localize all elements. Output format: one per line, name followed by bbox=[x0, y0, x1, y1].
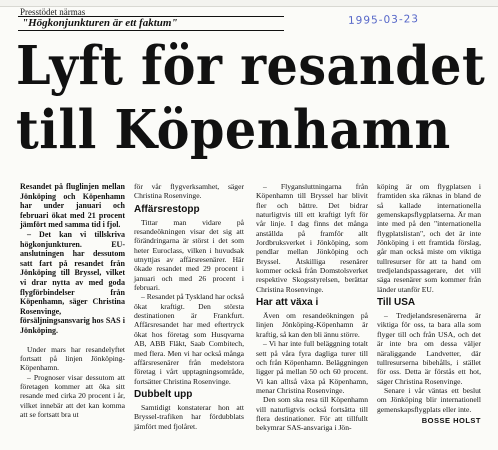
subheading-affarsrestopp: Affärsrestopp bbox=[134, 203, 200, 215]
body-paragraph: Den som ska resa till Köpenhamn vill naturligtvis också fortsätta till flera destinationer. För att tillfullt bekymrar SAS-ansvariga i Jön- bbox=[256, 395, 368, 433]
article-column-2 bbox=[134, 182, 244, 431]
headline-line-2: till Köpenhamn bbox=[16, 99, 451, 161]
body-paragraph: – Vi har inte full beläggning totalt sett på våra fyra dagliga turer till och från Köpenhamn. Beläggningen ligger på mellan 50 och 60 procent. Vi kan alltså växa på Köpenhamn, menar Christina Rosenvinge. bbox=[256, 339, 368, 395]
body-paragraph: Även om resandeökningen på linjen Jönköping-Köpenhamn är kraftig, så kan den bli ännu större. bbox=[256, 311, 368, 339]
headline-line-1: Lyft för resandet bbox=[16, 35, 486, 97]
date-stamp: 1995-03-23 bbox=[347, 13, 420, 27]
body-paragraph: Tittar man vidare på resandeökningen visar det sig att förändringarna är störst i det som heter Euroclass, vilken i huvudsak utnyttjas av affärsresenärer. Här ökade resandet med 29 procent i januari och med 26 procent i februari. bbox=[134, 217, 244, 293]
body-paragraph: köping är om flygplatsen i framtiden ska räknas in bland de så kallade internationella gemenskapsflygplatserna. Är man inte med på den "internationella flygplatslistan", och det är inte Jönköping i ett framtida förslag, går man också miste om viktiga tullresurser för att ta hand om tredjelandspassagerare, det vill säga resenärer som kommer från länder utanför EU. bbox=[377, 182, 481, 294]
body-paragraph: Samtidigt konstaterar hon att Bryssel-trafiken har fördubblats jämfört med fjolåret. bbox=[134, 402, 244, 431]
article-column-1 bbox=[20, 182, 125, 419]
body-paragraph: – Tredjelandsresenärerna är viktiga för oss, ta bara alla som flyger till och från USA, och det är inte bra om dessa väljer näraliggande Landvetter, där tullresurserna bibehålls, i stället för oss. Detta är förstås ett hot, säger Christina Rosenvinge. bbox=[377, 311, 481, 386]
byline: BOSSE HOLST bbox=[421, 415, 481, 425]
body-paragraph: – Resandet på Tyskland har också ökat kraftigt. Den största destinationen är Frankfurt. Affärsresandet har med eftertryck ökat hos företag som Husqvarna AB, ABB Fläkt, Saab Combitech, med flera. Men vi har också många affärsresenärer från medelstora företag i vårt upptagningsområde, fortsätter Christina Rosenvinge. bbox=[134, 292, 244, 386]
body-paragraph: – Flygansluttningarna från Köpenhamn till Bryssel har blivit fler och bättre. Det bidrar naturligtvis till ett kraftigt lyft för vår linje. I dag finns det många anställda på framför allt Jordbruksverket i Jönköping, som pendlar mellan Jönköping och Bryssel. Åtskilliga resenärer kommer också från Domstolsverket respektive Skogsstyrelsen, berättar Christina Rosenvinge. bbox=[256, 182, 368, 294]
subheading-till-usa: Till USA bbox=[377, 297, 416, 309]
article-lead bbox=[20, 182, 125, 336]
body-paragraph: – Prognoser visar dessutom att företagen kommer att öka sitt resande med cirka 20 procent i år, vilket innebär att det kan komma att se fortsatt bra ut bbox=[20, 372, 125, 419]
body-paragraph: för vår flygverksamhet, säger Christina Rosenvinge. bbox=[134, 182, 244, 201]
lead-paragraph-1: Resandet på fluglinjen mellan Jönköping och Köpenhamn har under januari och februari ökat med 21 procent jämfört med samma tid i fjol. bbox=[20, 182, 125, 230]
subheading-dubbelt-upp: Dubbelt upp bbox=[134, 388, 193, 400]
clipping-top-edge bbox=[0, 0, 498, 7]
lead-paragraph-2: – Det kan vi tillskriva högkonjunkturen. EU-anslutningen har dessutom satt fart på resandet från Jönköping till Bryssel, vilket vi drar nytta av med goda flygförbindelser från Köpenhamn, säger Christina Rosenvinge, försäljningsansvarig hos SAS i Jönköping. bbox=[20, 229, 125, 335]
subheading-har-att-vaxa-i: Har att växa i bbox=[256, 297, 319, 309]
body-paragraph: Under mars har resandelyftet fortsatt på linjen Jönköping-Köpenhamn. bbox=[20, 344, 125, 373]
article-column-3 bbox=[256, 182, 368, 433]
tagline: "Högkonjunkturen är ett faktum" bbox=[18, 16, 284, 31]
source-label: Presstödet närmas bbox=[20, 7, 86, 17]
article-column-4 bbox=[377, 182, 481, 425]
body-paragraph: Senare i vår väntas ett beslut om Jönköping blir internationell gemenskapsflygplats eller inte. bbox=[377, 385, 481, 414]
